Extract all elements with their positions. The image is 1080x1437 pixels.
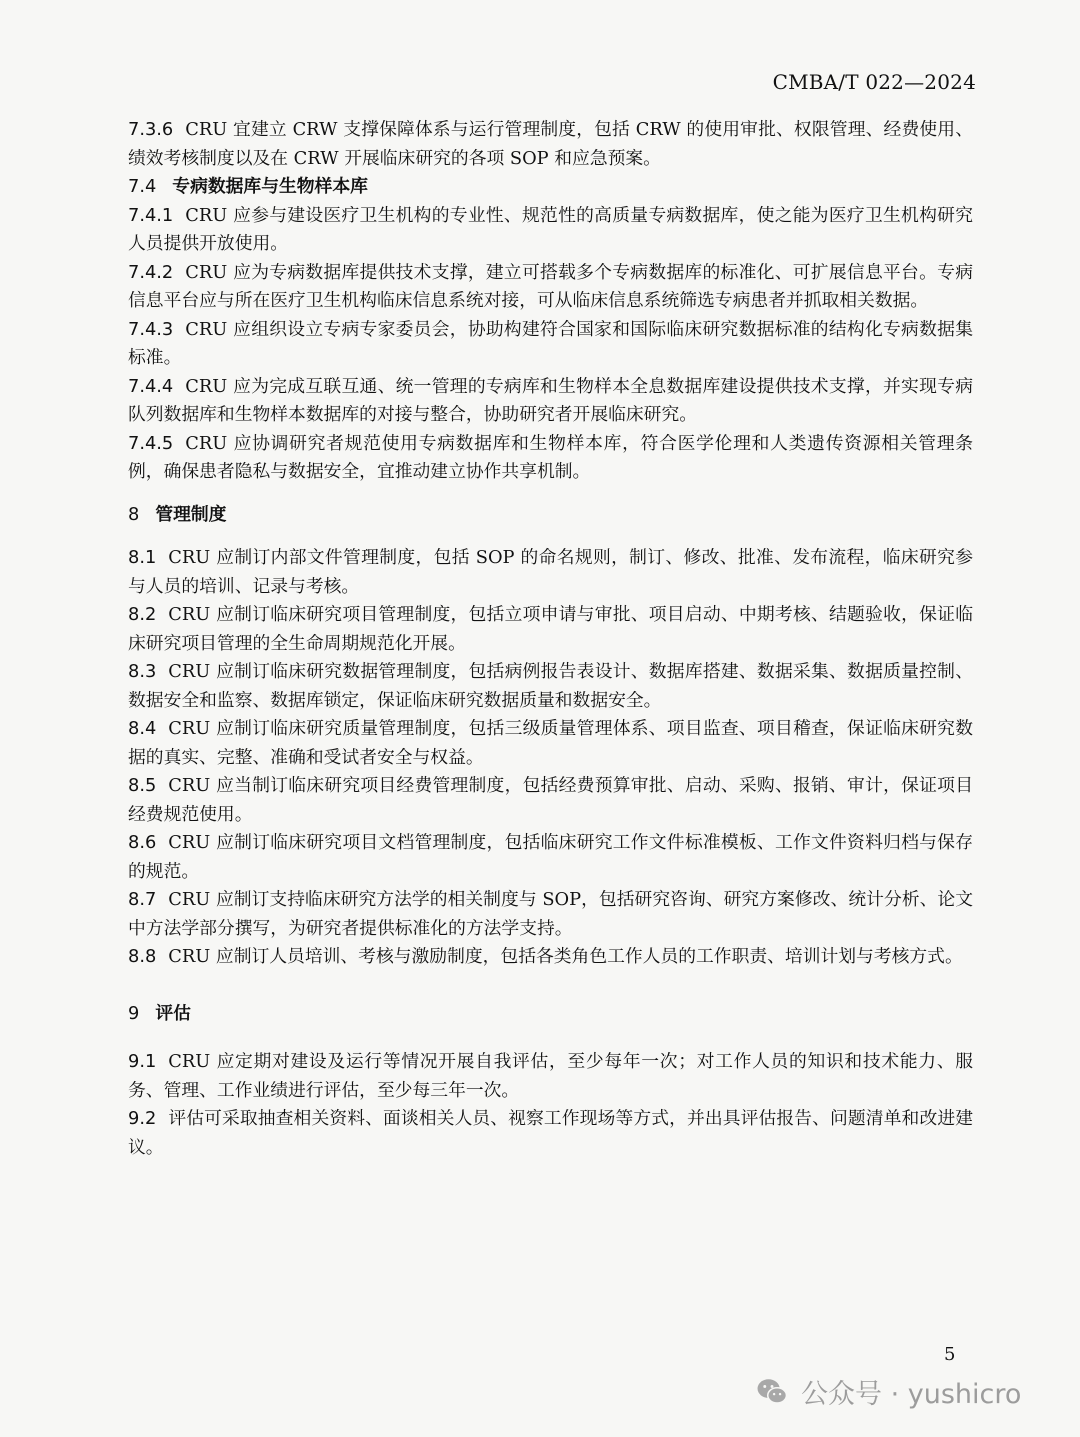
clause-text: CRU 应制订临床研究项目文档管理制度，包括临床研究工作文件标准模板、工作文件资料归档与保存的规范。 [128, 832, 973, 882]
clause-7-4-2 [128, 259, 973, 316]
clause-text: CRU 应制订内部文件管理制度，包括 SOP 的命名规则，制订、修改、批准、发布流程，临床研究参与人员的培训、记录与考核。 [128, 547, 973, 597]
section-heading-9 [128, 1000, 973, 1029]
clause-number: 7.4.2 [128, 261, 174, 283]
clause-text: CRU 应制订临床研究项目管理制度，包括立项申请与审批、项目启动、中期考核、结题验收，保证临床研究项目管理的全生命周期规范化开展。 [128, 604, 973, 654]
header-standard-code: CMBA/T 022—2024 [772, 70, 976, 94]
clause-text: CRU 应当制订临床研究项目经费管理制度，包括经费预算审批、启动、采购、报销、审计，保证项目经费规范使用。 [128, 775, 973, 825]
clause-text: CRU 应组织设立专病专家委员会，协助构建符合国家和国际临床研究数据标准的结构化专病数据集标准。 [128, 318, 973, 368]
section-title: 管理制度 [155, 503, 227, 525]
clause-8-1 [128, 544, 973, 601]
clause-7-4-3 [128, 316, 973, 373]
clause-text: CRU 应协调研究者规范使用专病数据库和生物样本库，符合医学伦理和人类遗传资源相关管理条例，确保患者隐私与数据安全，宜推动建立协作共享机制。 [128, 432, 973, 482]
clause-text: CRU 应为完成互联互通、统一管理的专病库和生物样本全息数据库建设提供技术支撑，并实现专病队列数据库和生物样本数据库的对接与整合，协助研究者开展临床研究。 [128, 375, 973, 425]
section-heading-7-4 [128, 173, 973, 202]
clause-8-4 [128, 715, 973, 772]
clause-text: 评估可采取抽查相关资料、面谈相关人员、视察工作现场等方式，并出具评估报告、问题清单和改进建议。 [128, 1108, 973, 1158]
section-number: 7.4 [128, 176, 157, 197]
clause-text: CRU 应制订临床研究数据管理制度，包括病例报告表设计、数据库搭建、数据采集、数据质量控制、数据安全和监察、数据库锁定，保证临床研究数据质量和数据安全。 [128, 661, 973, 711]
watermark-text: 公众号 · yushicro [801, 1379, 1022, 1410]
clause-number: 7.4.5 [128, 432, 174, 454]
clause-number: 8.7 [128, 889, 157, 910]
clause-number: 7.4.3 [128, 318, 174, 340]
clause-number: 8.1 [128, 547, 157, 568]
section-number: 9 [128, 1002, 140, 1024]
clause-9-1 [128, 1048, 973, 1105]
page-number: 5 [944, 1344, 956, 1365]
clause-text: CRU 应制订人员培训、考核与激励制度，包括各类角色工作人员的工作职责、培训计划与考核方式。 [168, 946, 963, 967]
clause-number: 7.4.4 [128, 375, 174, 397]
clause-number: 7.3.6 [128, 119, 174, 140]
clause-number: 8.2 [128, 604, 157, 625]
section-heading-8 [128, 501, 973, 530]
clause-text: CRU 应定期对建设及运行等情况开展自我评估，至少每年一次；对工作人员的知识和技术能力、服务、管理、工作业绩进行评估，至少每三年一次。 [128, 1051, 973, 1101]
clause-8-5 [128, 772, 973, 829]
section-number: 8 [128, 503, 140, 525]
clause-9-2 [128, 1105, 973, 1162]
clause-number: 9.2 [128, 1108, 157, 1129]
clause-number: 8.5 [128, 775, 157, 796]
clause-number: 8.4 [128, 718, 157, 739]
clause-7-4-5 [128, 430, 973, 487]
wechat-icon [755, 1375, 789, 1409]
clause-text: CRU 宜建立 CRW 支撑保障体系与运行管理制度，包括 CRW 的使用审批、权限管理、经费使用、绩效考核制度以及在 CRW 开展临床研究的各项 SOP 和应急预案。 [128, 119, 973, 169]
clause-7-4-1 [128, 202, 973, 259]
section-title: 评估 [155, 1002, 191, 1024]
clause-text: CRU 应制订支持临床研究方法学的相关制度与 SOP，包括研究咨询、研究方案修改、统计分析、论文中方法学部分撰写，为研究者提供标准化的方法学支持。 [128, 889, 973, 939]
clause-8-2 [128, 601, 973, 658]
clause-text: CRU 应参与建设医疗卫生机构的专业性、规范性的高质量专病数据库，使之能为医疗卫生机构研究人员提供开放使用。 [128, 204, 973, 254]
clause-text: CRU 应为专病数据库提供技术支撑，建立可搭载多个专病数据库的标准化、可扩展信息平台。专病信息平台应与所在医疗卫生机构临床信息系统对接，可从临床信息系统筛选专病患者并抓取相关数据。 [128, 261, 973, 311]
clause-number: 9.1 [128, 1051, 157, 1072]
clause-number: 8.8 [128, 946, 157, 967]
clause-7-4-4 [128, 373, 973, 430]
document-body [128, 116, 973, 1162]
clause-8-7 [128, 886, 973, 943]
clause-8-6 [128, 829, 973, 886]
clause-number: 8.6 [128, 832, 157, 853]
clause-number: 8.3 [128, 661, 157, 682]
clause-text: CRU 应制订临床研究质量管理制度，包括三级质量管理体系、项目监查、项目稽查，保证临床研究数据的真实、完整、准确和受试者安全与权益。 [128, 718, 973, 768]
clause-number: 7.4.1 [128, 204, 174, 226]
watermark [755, 1372, 1021, 1411]
section-title: 专病数据库与生物样本库 [172, 176, 368, 197]
clause-7-3-6 [128, 116, 973, 173]
clause-8-3 [128, 658, 973, 715]
clause-8-8 [128, 943, 973, 972]
